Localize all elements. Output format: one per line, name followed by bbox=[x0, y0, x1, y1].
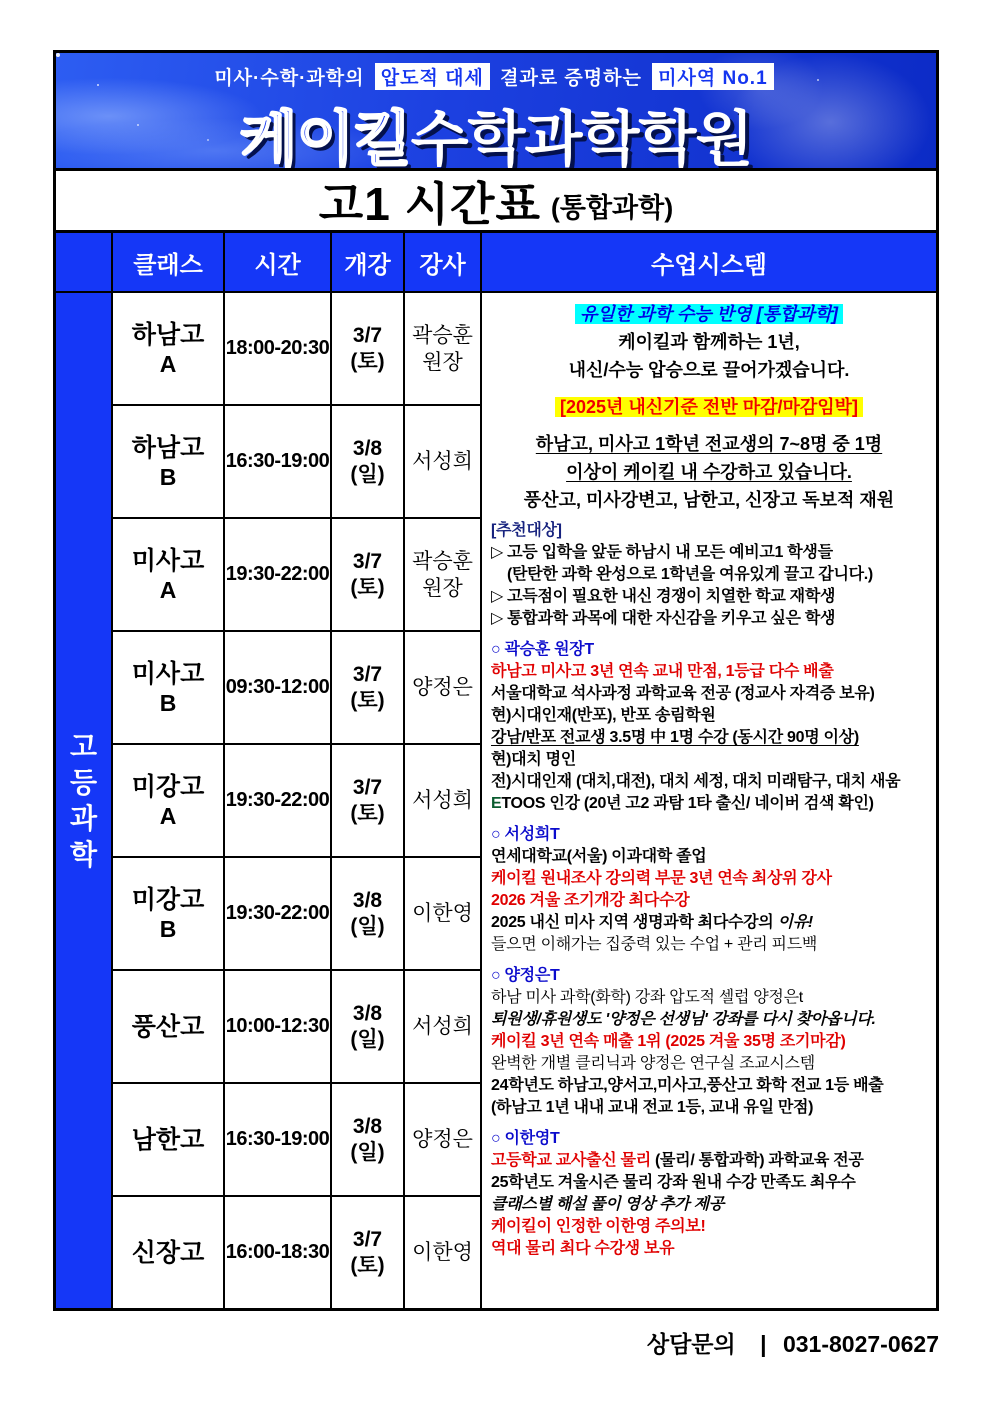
class-cell bbox=[113, 971, 223, 1082]
start-date-cell bbox=[332, 293, 403, 404]
class-name: 하남고 bbox=[131, 320, 205, 349]
info-line: 하남고, 미사고 1학년 전교생의 7~8명 중 1명 bbox=[535, 434, 883, 454]
class-section: A bbox=[159, 350, 177, 377]
class-time: 19:30-22:00 bbox=[225, 563, 330, 585]
class-section: B bbox=[159, 915, 177, 942]
class-name: 하남고 bbox=[131, 433, 205, 462]
teacher-name: 이한영 bbox=[412, 1241, 473, 1264]
tagline-prefix: 미사·수학·과학의 bbox=[214, 68, 365, 89]
time-cell bbox=[225, 519, 330, 630]
info-line: 현)대치 명인 bbox=[491, 751, 576, 768]
class-time: 16:30-19:00 bbox=[225, 1128, 330, 1150]
side-label-char: 등 bbox=[69, 766, 98, 798]
info-line: 내신/수능 압승으로 끌어가겠습니다. bbox=[568, 360, 850, 380]
start-date-cell bbox=[332, 858, 403, 969]
teacher-name: 이한영 bbox=[412, 902, 473, 925]
start-date-cell bbox=[332, 1197, 403, 1308]
info-line bbox=[491, 384, 927, 393]
info-line: 케이킬 3년 연속 매출 1위 (2025 겨울 35명 조기마감) bbox=[491, 1033, 846, 1050]
class-cell bbox=[113, 632, 223, 743]
time-cell bbox=[225, 745, 330, 856]
time-cell bbox=[225, 1197, 330, 1308]
info-line: 24학년도 하남고,양서고,미사고,풍산고 화학 전교 1등 배출 bbox=[491, 1077, 884, 1094]
header-spacer bbox=[56, 233, 111, 291]
column-header-4: 강사 bbox=[405, 233, 480, 291]
start-date: 3/7 bbox=[352, 549, 383, 573]
info-line-part: TOOS 인강 (20년 고2 과탐 1타 출신/ 네이버 검색 확인) bbox=[501, 795, 874, 812]
tagline-box-2: 미사역 No.1 bbox=[652, 63, 774, 90]
class-time: 16:30-19:00 bbox=[225, 450, 330, 472]
info-line bbox=[491, 421, 927, 430]
info-line: 케이킬이 인정한 이한영 주의보! bbox=[491, 1218, 706, 1235]
title-sub: (통합과학) bbox=[550, 193, 674, 223]
info-line bbox=[491, 393, 927, 421]
time-cell bbox=[225, 971, 330, 1082]
class-name: 풍산고 bbox=[131, 1012, 205, 1041]
class-name: 미사고 bbox=[131, 546, 205, 575]
start-day: (토) bbox=[350, 1253, 385, 1277]
time-cell bbox=[225, 632, 330, 743]
start-day: (토) bbox=[350, 349, 385, 373]
info-line: 강남/반포 전교생 3.5명 中 1명 수강 (동시간 90명 이상) bbox=[491, 729, 859, 746]
info-line: 서울대학교 석사과정 과학교육 전공 (정교사 자격증 보유) bbox=[491, 685, 875, 702]
class-cell bbox=[113, 293, 223, 404]
class-section: B bbox=[159, 463, 177, 490]
teacher-name: 양정은 bbox=[412, 1128, 473, 1151]
side-label-science bbox=[56, 293, 111, 1308]
teacher-cell bbox=[405, 406, 480, 517]
start-date-cell bbox=[332, 1084, 403, 1195]
teacher-cell bbox=[405, 1084, 480, 1195]
class-section: B bbox=[159, 689, 177, 716]
info-line: ▷ 통합과학 과목에 대한 자신감을 키우고 싶은 학생 bbox=[491, 610, 836, 627]
info-line: 들으면 이해가는 집중력 있는 수업 + 관리 피드백 bbox=[491, 936, 818, 953]
class-cell bbox=[113, 406, 223, 517]
contact-divider: | bbox=[760, 1331, 767, 1357]
tagline-box-1: 압도적 대세 bbox=[375, 63, 490, 90]
teacher-name: 곽승훈 원장 bbox=[412, 549, 473, 600]
info-line: ○ 곽승훈 원장T bbox=[491, 641, 594, 658]
start-date: 3/8 bbox=[352, 1114, 383, 1138]
start-date: 3/7 bbox=[352, 1227, 383, 1251]
class-cell bbox=[113, 1084, 223, 1195]
start-day: (토) bbox=[350, 688, 385, 712]
footer-contact bbox=[53, 1326, 939, 1359]
class-cell bbox=[113, 858, 223, 969]
start-date: 3/7 bbox=[352, 662, 383, 686]
banner-tagline bbox=[56, 63, 936, 90]
class-system-info bbox=[482, 293, 936, 1308]
teacher-cell bbox=[405, 293, 480, 404]
info-line-part: 고등학교 교사출신 물리 bbox=[491, 1152, 655, 1169]
timetable bbox=[56, 233, 936, 1308]
start-date-cell bbox=[332, 745, 403, 856]
class-time: 16:00-18:30 bbox=[225, 1241, 330, 1263]
info-line: 하남 미사 과학(화학) 강좌 압도적 셀럽 양정은t bbox=[491, 989, 803, 1006]
start-date: 3/7 bbox=[352, 323, 383, 347]
time-cell bbox=[225, 293, 330, 404]
info-line: ○ 양정은T bbox=[491, 967, 560, 984]
page-title bbox=[56, 171, 936, 233]
start-day: (토) bbox=[350, 801, 385, 825]
info-line bbox=[491, 1150, 927, 1172]
info-line-part: 2025 내신 미사 지역 생명과학 최다수강의 bbox=[491, 914, 778, 931]
column-header-1: 클래스 bbox=[113, 233, 223, 291]
logo-rest: 수학과학학원 bbox=[410, 106, 753, 171]
start-date-cell bbox=[332, 406, 403, 517]
teacher-name: 곽승훈 원장 bbox=[412, 323, 473, 374]
start-date: 3/8 bbox=[352, 436, 383, 460]
info-line-part: (물리/ 통합과학) 과학교육 전공 bbox=[655, 1152, 864, 1169]
info-line: [추천대상] bbox=[491, 522, 562, 539]
contact-label: 상담문의 bbox=[646, 1331, 736, 1357]
info-line: 풍산고, 미사강변고, 남한고, 신장고 독보적 재원 bbox=[523, 490, 895, 510]
info-line: 하남고 미사고 3년 연속 교내 만점, 1등급 다수 배출 bbox=[491, 663, 834, 680]
column-header-3: 개강 bbox=[332, 233, 403, 291]
start-date: 3/7 bbox=[352, 775, 383, 799]
teacher-name: 서성희 bbox=[412, 1015, 473, 1038]
academy-logo bbox=[56, 92, 936, 171]
class-time: 10:00-12:30 bbox=[225, 1015, 330, 1037]
class-name: 남한고 bbox=[131, 1125, 205, 1154]
column-header-2: 시간 bbox=[225, 233, 330, 291]
start-day: (일) bbox=[350, 914, 385, 938]
side-label-char: 학 bbox=[69, 838, 98, 870]
tagline-mid: 결과로 증명하는 bbox=[500, 68, 642, 89]
teacher-cell bbox=[405, 745, 480, 856]
logo-main: 케이킬 bbox=[239, 106, 411, 171]
info-line: 전)시대인재 (대치,대전), 대치 세정, 대치 미래탐구, 대치 새움 bbox=[491, 773, 901, 790]
banner bbox=[56, 53, 936, 171]
info-line: ○ 서성희T bbox=[491, 826, 560, 843]
info-line: ▷ 고득점이 필요한 내신 경쟁이 치열한 학교 재학생 bbox=[491, 588, 836, 605]
side-label-char: 고 bbox=[69, 730, 98, 762]
teacher-name: 서성희 bbox=[412, 450, 473, 473]
info-line: ○ 이한영T bbox=[491, 1130, 560, 1147]
class-section: A bbox=[159, 802, 177, 829]
info-line bbox=[491, 912, 927, 934]
teacher-cell bbox=[405, 632, 480, 743]
info-line: 이상이 케이킬 내 수강하고 있습니다. bbox=[566, 462, 852, 482]
info-line: 역대 물리 최다 수강생 보유 bbox=[491, 1240, 675, 1257]
class-time: 09:30-12:00 bbox=[225, 676, 330, 698]
class-cell bbox=[113, 1197, 223, 1308]
class-name: 미강고 bbox=[131, 885, 205, 914]
info-line: 연세대학교(서울) 이과대학 졸업 bbox=[491, 848, 707, 865]
class-section: A bbox=[159, 576, 177, 603]
class-name: 미강고 bbox=[131, 772, 205, 801]
info-line: 현)시대인재(반포), 반포 송림학원 bbox=[491, 707, 716, 724]
info-line: 케이킬과 함께하는 1년, bbox=[618, 332, 800, 352]
class-time: 18:00-20:30 bbox=[225, 337, 330, 359]
teacher-cell bbox=[405, 858, 480, 969]
class-cell bbox=[113, 745, 223, 856]
start-day: (일) bbox=[350, 1027, 385, 1051]
column-header-5: 수업시스템 bbox=[482, 233, 936, 291]
start-date-cell bbox=[332, 971, 403, 1082]
info-line: 케이킬 원내조사 강의력 부문 3년 연속 최상위 강사 bbox=[491, 870, 832, 887]
info-line bbox=[491, 300, 927, 328]
time-cell bbox=[225, 1084, 330, 1195]
class-name: 신장고 bbox=[131, 1238, 205, 1267]
class-time: 19:30-22:00 bbox=[225, 902, 330, 924]
info-line-part: 이유! bbox=[777, 914, 813, 931]
info-line: (하남고 1년 내내 교내 전교 1등, 교내 유일 만점) bbox=[491, 1099, 814, 1116]
start-day: (일) bbox=[350, 1140, 385, 1164]
start-date: 3/8 bbox=[352, 1001, 383, 1025]
info-line: 완벽한 개별 클리닉과 양정은 연구실 조교시스템 bbox=[491, 1055, 815, 1072]
info-line-part: [2025년 내신기준 전반 마감/마감임박] bbox=[555, 397, 863, 417]
start-day: (일) bbox=[350, 462, 385, 486]
info-line-part: E bbox=[491, 795, 502, 812]
teacher-cell bbox=[405, 971, 480, 1082]
info-line: 2026 겨울 조기개강 최다수강 bbox=[491, 892, 690, 909]
class-cell bbox=[113, 519, 223, 630]
start-date-cell bbox=[332, 519, 403, 630]
info-line bbox=[491, 793, 927, 815]
start-day: (토) bbox=[350, 575, 385, 599]
teacher-cell bbox=[405, 1197, 480, 1308]
contact-phone: 031-8027-0627 bbox=[782, 1331, 939, 1357]
teacher-name: 양정은 bbox=[412, 676, 473, 699]
start-date: 3/8 bbox=[352, 888, 383, 912]
side-label-char: 과 bbox=[69, 802, 98, 834]
info-line: (탄탄한 과학 완성으로 1학년을 여유있게 끌고 갑니다.) bbox=[507, 566, 873, 583]
info-line: ▷ 고등 입학을 앞둔 하남시 내 모든 예비고1 학생들 bbox=[491, 544, 833, 561]
class-time: 19:30-22:00 bbox=[225, 789, 330, 811]
time-cell bbox=[225, 858, 330, 969]
info-line: 퇴원생/휴원생도 '양정은 선생님' 강좌를 다시 찾아옵니다. bbox=[491, 1011, 876, 1028]
info-line-part: 유일한 과학 수능 반영 [통합과학] bbox=[575, 304, 843, 324]
class-name: 미사고 bbox=[131, 659, 205, 688]
teacher-name: 서성희 bbox=[412, 789, 473, 812]
info-line: 25학년도 겨울시즌 물리 강좌 원내 수강 만족도 최우수 bbox=[491, 1174, 856, 1191]
poster bbox=[53, 50, 939, 1311]
start-date-cell bbox=[332, 632, 403, 743]
info-line: 클래스별 해설 풀이 영상 추가 제공 bbox=[491, 1196, 724, 1213]
time-cell bbox=[225, 406, 330, 517]
teacher-cell bbox=[405, 519, 480, 630]
title-main: 고1 시간표 bbox=[318, 177, 541, 230]
